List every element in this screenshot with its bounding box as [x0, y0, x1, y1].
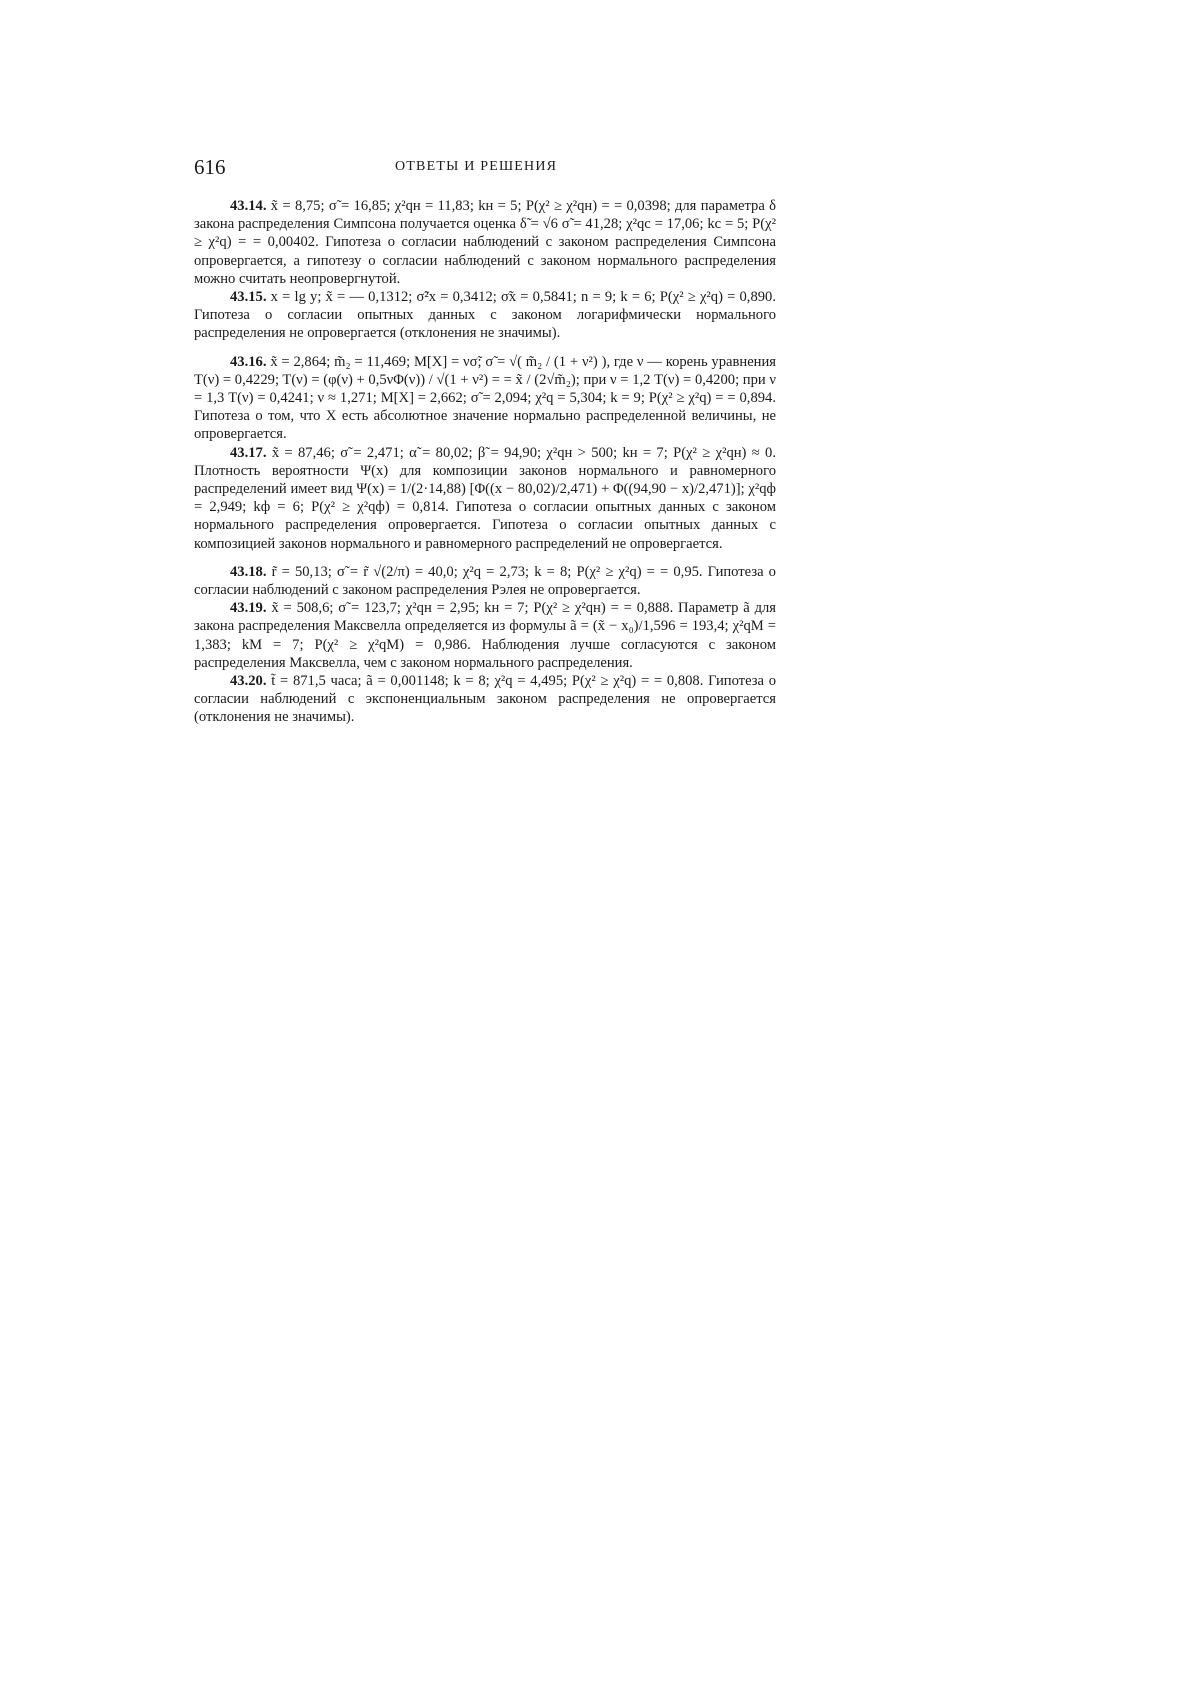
answer-43-19: [194, 599, 776, 672]
answer-text: x̃ = 87,46; σ̃ = 2,471; α̃ = 80,02; β̃ = 94,90; χ²qн > 500; kн = 7; P(χ² ≥ χ²qн) ≈ 0. Плотность вероятности Ψ(x) для композиции законов нормального и равномерного распределений имеет вид Ψ(x) = 1/(2·14,88) [Φ((x − 80,02)/2,471) + Φ((94,90 − x)/2,471)]; χ²qф = 2,949; kф = 6; P(χ² ≥ χ²qф) = 0,814. Гипотеза о согласии опытных данных с законом нормального распределения опровергается. Гипотеза о согласии опытных данных с композицией законов нормального и равномерного распределений не опровергается.: [194, 444, 776, 552]
answer-number: 43.16.: [230, 353, 267, 370]
answer-number: 43.18.: [230, 563, 267, 580]
answer-number: 43.15.: [230, 289, 267, 306]
answer-43-14: [194, 197, 776, 288]
answer-43-20: [194, 672, 776, 727]
answer-43-15: [194, 288, 776, 343]
answer-text: x = lg y; x̃ = — 0,1312; σ̃²x = 0,3412; σ̃x = 0,5841; n = 9; k = 6; P(χ² ≥ χ²q) = 0,890. Гипотеза о согласии опытных данных с законом логарифмически нормального распределения не опровергается (отклонения не значимы).: [194, 289, 776, 342]
answer-number: 43.19.: [230, 600, 267, 617]
answer-43-17: [194, 444, 776, 553]
answer-43-16: [194, 353, 776, 444]
answer-43-18: [194, 563, 776, 599]
answer-text: x̃ = 2,864; m̃₂ = 11,469; M[X] = νσ̃; σ̃ = √( m̃₂ / (1 + ν²) ), где ν — корень уравнения T(ν) = 0,4229; T(ν) = (φ(ν) + 0,5νΦ(ν)) / √(1 + ν²) = = x̃ / (2√m̃₂); при ν = 1,2 T(ν) = 0,4200; при ν = 1,3 T(ν) = 0,4241; ν ≈ 1,271; M[X] = 2,662; σ̃ = 2,094; χ²q = 5,304; k = 9; P(χ² ≥ χ²q) = = 0,894. Гипотеза о том, что X есть абсолютное значение нормально распределенной величины, не опровергается.: [194, 353, 776, 443]
answer-number: 43.17.: [230, 444, 267, 461]
running-head: ОТВЕТЫ И РЕШЕНИЯ: [395, 159, 558, 174]
answer-text: x̃ = 508,6; σ̃ = 123,7; χ²qн = 2,95; kн = 7; P(χ² ≥ χ²qн) = = 0,888. Параметр ã для закона распределения Максвелла определяется из формулы ã = (x̃ − x₀)/1,596 = 193,4; χ²qМ = 1,383; kМ = 7; P(χ² ≥ χ²qМ) = 0,986. Наблюдения лучше согласуются с законом распределения Максвелла, чем с законом нормального распределения.: [194, 600, 777, 671]
answer-text: x̃ = 8,75; σ̃ = 16,85; χ²qн = 11,83; kн = 5; P(χ² ≥ χ²qн) = = 0,0398; для параметра δ закона распределения Симпсона получается оценка δ̃ = √6 σ̃ = 41,28; χ²qc = 17,06; kс = 5; P(χ² ≥ χ²q) = = 0,00402. Гипотеза о согласии наблюдений с законом распределения Симпсона опровергается, а гипотезу о согласии наблюдений с законом нормального распределения можно считать неопровергнутой.: [194, 198, 776, 287]
answer-text: r̃ = 50,13; σ̃ = r̃ √(2/π) = 40,0; χ²q = 2,73; k = 8; P(χ² ≥ χ²q) = = 0,95. Гипотеза о согласии наблюдений с законом распределения Рэлея не опровергается.: [194, 563, 776, 599]
answer-number: 43.14.: [230, 198, 267, 214]
answers-text-block: [194, 197, 776, 727]
page-number: 616: [194, 155, 226, 179]
answer-text: t̃ = 871,5 часа; ã = 0,001148; k = 8; χ²q = 4,495; P(χ² ≥ χ²q) = = 0,808. Гипотеза о согласии наблюдений с экспоненциальным законом распределения не опровергается (отклонения не значимы).: [194, 673, 776, 726]
answer-number: 43.20.: [230, 673, 267, 690]
